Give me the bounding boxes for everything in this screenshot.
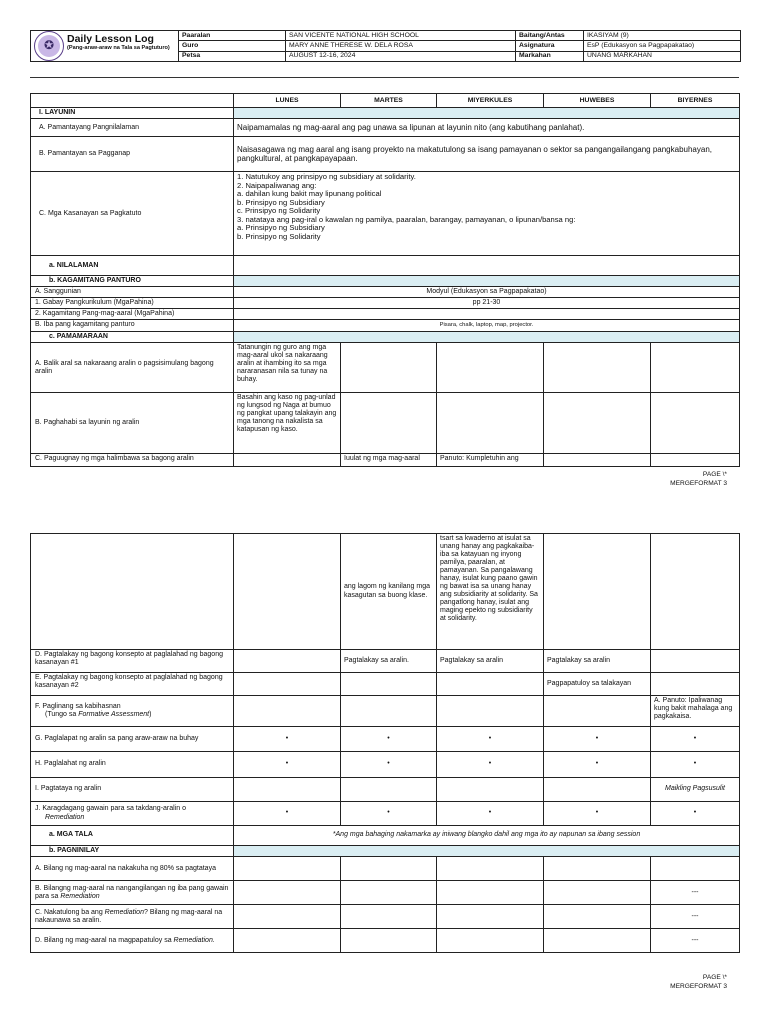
- dash-cell: ---: [651, 929, 740, 953]
- cell-miyerkules: [437, 905, 544, 929]
- row-label: [31, 802, 234, 826]
- bullet-cell: •: [544, 752, 651, 778]
- cell-miyerkules: [437, 857, 544, 881]
- row-label: A. Bilang ng mag-aaral na nakakuha ng 80% sa pagtataya: [31, 857, 234, 881]
- cell-miyerkules: tsart sa kwaderno at isulat sa unang hanay ang pagkakaiba-iba sa katayuan ng inyong pamilya, paaralan, at pamayanan. Sa pangalawang hanay, isulat kung paano gawin ng bawat isa sa unang hanay ang subsidiarity at solidarity. Sa pangatlong hanay, isulat ang maging epekto ng subsidiarity at solidarity.: [437, 534, 544, 650]
- kasanayan-line: a. dahilan kung bakit may lipunang political: [237, 189, 382, 199]
- kasanayan-list: [234, 172, 740, 256]
- section-band: [234, 332, 740, 343]
- cell-biyernes: [651, 343, 740, 393]
- field-value-asignatura: EsP (Edukasyon sa Pagpapakatao): [584, 41, 741, 51]
- page-field-line: PAGE \*: [702, 471, 727, 478]
- nilalaman-value: [234, 256, 740, 276]
- cell-biyernes: [651, 393, 740, 454]
- seal-icon: ✪: [34, 31, 64, 61]
- cell-biyernes: [651, 857, 740, 881]
- field-label-markahan: Markahan: [516, 51, 584, 61]
- cell-lunes: [234, 454, 341, 467]
- cell-lunes: Tatanungin ng guro ang mga mag-aaral ukol sa nakaraang aralin at ihambing ito sa mga nararanasan nila sa tunay na buhay.: [234, 343, 341, 393]
- label-italic: Remediation: [104, 908, 144, 916]
- label-text: ): [149, 711, 152, 718]
- iba-value: Pisara, chalk, laptop, map, projector.: [234, 320, 740, 332]
- cell-lunes: [234, 696, 341, 727]
- day-header: MIYERKULES: [437, 94, 544, 108]
- label-text: D. Bilang ng mag-aaral na magpapatuloy sa: [35, 936, 172, 944]
- bullet-cell: •: [544, 727, 651, 752]
- cell-martes: [341, 696, 437, 727]
- label-text: C. Nakatulong ba ang: [35, 908, 103, 916]
- cell-miyerkules: [437, 673, 544, 696]
- section-kagamitan: b. KAGAMITANG PANTURO: [31, 276, 234, 287]
- cell-miyerkules: [437, 696, 544, 727]
- row-label: D. Pagtalakay ng bagong konsepto at paglalahad ng bagong kasanayan #1: [31, 650, 234, 673]
- cell-miyerkules: [437, 881, 544, 905]
- row-label: A. Balik aral sa nakaraang aralin o pagsisimulang bagong aralin: [31, 343, 234, 393]
- bullet-cell: •: [234, 727, 341, 752]
- row-label: 2. Kagamitang Pang-mag-aaral (MgaPahina): [31, 309, 234, 320]
- cell-biyernes: A. Panuto: Ipaliwanag kung bakit mahalaga ang pagkakaisa.: [651, 696, 740, 727]
- cell-biyernes: Maikling Pagsusulit: [651, 778, 740, 802]
- cell-martes: [341, 905, 437, 929]
- cell-huwebes: [544, 929, 651, 953]
- kagamitan-value: [234, 309, 740, 320]
- kasanayan-line: a. Prinsipyo ng Subsidiary: [237, 223, 325, 233]
- cell-lunes: [234, 650, 341, 673]
- row-label: 1. Gabay Pangkurikulum (MgaPahina): [31, 298, 234, 309]
- cell-miyerkules: [437, 929, 544, 953]
- section-pagninilay: b. PAGNINILAY: [31, 846, 234, 857]
- cell-huwebes: [544, 393, 651, 454]
- bullet-cell: •: [651, 752, 740, 778]
- cell-biyernes: [651, 534, 740, 650]
- cell-lunes: [234, 881, 341, 905]
- section-layunin: I. LAYUNIN: [31, 108, 234, 119]
- cell-biyernes: [651, 673, 740, 696]
- cell-lunes: [234, 929, 341, 953]
- cell-martes: Pagtalakay sa aralin.: [341, 650, 437, 673]
- section-band: [234, 108, 740, 119]
- field-value-markahan: UNANG MARKAHAN: [584, 51, 741, 61]
- row-label: [31, 696, 234, 727]
- cell-martes: [341, 881, 437, 905]
- lesson-table-page2: [30, 533, 740, 953]
- cell-lunes: [234, 534, 341, 650]
- field-value-paaralan: SAN VICENTE NATIONAL HIGH SCHOOL: [286, 31, 516, 41]
- bullet-cell: •: [651, 727, 740, 752]
- row-label-line: Remediation: [45, 813, 85, 821]
- bullet-cell: •: [341, 727, 437, 752]
- row-label: [31, 905, 234, 929]
- kasanayan-line: b. Prinsipyo ng Solidarity: [237, 231, 321, 241]
- row-label: B. Paghahabi sa layunin ng aralin: [31, 393, 234, 454]
- bullet-cell: •: [341, 802, 437, 826]
- dash-cell: ---: [651, 905, 740, 929]
- section-mga-tala: a. MGA TALA: [31, 826, 234, 846]
- row-label: A. Sanggunian: [31, 287, 234, 298]
- day-header: HUWEBES: [544, 94, 651, 108]
- bullet-cell: •: [341, 752, 437, 778]
- cell-martes: Iuulat ng mga mag-aaral: [341, 454, 437, 467]
- cell-lunes: Basahin ang kaso ng pag-unlad ng lungsod ng Naga at bumuo ng pangkat upang talakayin ang mga tanong na nakalista sa katapusan ng kaso.: [234, 393, 341, 454]
- cell-huwebes: [544, 534, 651, 650]
- row-label: B. Iba pang kagamitang panturo: [31, 320, 234, 332]
- cell-biyernes: [651, 454, 740, 467]
- sanggunian-value: Modyul (Edukasyon sa Pagpapakatao): [234, 287, 740, 298]
- header-table: [30, 30, 741, 62]
- cell-miyerkules: Pagtalakay sa aralin: [437, 650, 544, 673]
- label-italic: Remediation: [60, 892, 100, 900]
- cell-miyerkules: Panuto: Kumpletuhin ang: [437, 454, 544, 467]
- cell-martes: [341, 393, 437, 454]
- field-label-paaralan: Paaralan: [179, 31, 286, 41]
- corner-cell: [31, 94, 234, 108]
- label-text: B. Bilangng mag-aaral na nangangilangan ng iba pang gawain para sa: [35, 884, 229, 900]
- field-label-baitang: Baitang/Antas: [516, 31, 584, 41]
- doc-subtitle: (Pang-araw-araw na Tala sa Pagtuturo): [67, 45, 170, 52]
- row-label: E. Pagtalakay ng bagong konsepto at paglalahad ng bagong kasanayan #2: [31, 673, 234, 696]
- row-label: B. Pamantayan sa Pagganap: [31, 137, 234, 172]
- cell-lunes: [234, 905, 341, 929]
- cell-lunes: [234, 673, 341, 696]
- kasanayan-line: 2. Naipapaliwanag ang:: [237, 180, 317, 190]
- row-label: [31, 929, 234, 953]
- day-header: BIYERNES: [651, 94, 740, 108]
- cell-miyerkules: [437, 778, 544, 802]
- kasanayan-line: 3. natataya ang pag-iral o kawalan ng pamilya, paaralan, barangay, pamayanan, o lipunan/bansa ng:: [237, 214, 576, 224]
- label-italic: Formative Assessment: [78, 711, 150, 718]
- divider: [30, 77, 739, 78]
- pamantayang-pangnilalaman-value: Naipamamalas ng mag-aaral ang pag unawa sa lipunan at layunin nito (ang kabutihang panlahat).: [234, 119, 740, 137]
- row-label: C. Mga Kasanayan sa Pagkatuto: [31, 172, 234, 256]
- row-label-line: J. Karagdagang gawain para sa takdang-aralin o: [35, 805, 186, 813]
- pamantayan-sa-pagganap-value: Naisasagawa ng mag aaral ang isang proyekto na makatutulong sa isang pamayanan o sektor sa pangangailangang pangkabuhayan, pangkultural, at pangkapayapaan.: [234, 137, 740, 172]
- cell-huwebes: [544, 857, 651, 881]
- field-label-petsa: Petsa: [179, 51, 286, 61]
- label-italic: Remediation.: [173, 936, 215, 944]
- row-label: H. Paglalahat ng aralin: [31, 752, 234, 778]
- section-nilalaman: a. NILALAMAN: [31, 256, 234, 276]
- cell-martes: [341, 929, 437, 953]
- header-title-cell: [31, 31, 179, 62]
- cell-miyerkules: [437, 343, 544, 393]
- cell-lunes: [234, 857, 341, 881]
- cell-huwebes: Pagpapatuloy sa talakayan: [544, 673, 651, 696]
- section-pamamaraan: c. PAMAMARAAN: [31, 332, 234, 343]
- kasanayan-line: c. Prinsipyo ng Solidarity: [237, 206, 321, 216]
- cell-huwebes: [544, 343, 651, 393]
- cell-martes: [341, 857, 437, 881]
- field-value-petsa: AUGUST 12-16, 2024: [286, 51, 516, 61]
- row-label: [31, 534, 234, 650]
- section-band: [234, 276, 740, 287]
- page-field-line: MERGEFORMAT 3: [670, 480, 727, 488]
- bullet-cell: •: [651, 802, 740, 826]
- section-band: [234, 846, 740, 857]
- bullet-cell: •: [544, 802, 651, 826]
- page-field-code: [600, 470, 727, 488]
- gabay-value: pp 21-30: [234, 298, 740, 309]
- page-field-line: PAGE \*: [702, 974, 727, 981]
- bullet-cell: •: [234, 802, 341, 826]
- bullet-cell: •: [234, 752, 341, 778]
- cell-martes: [341, 778, 437, 802]
- page-field-line: MERGEFORMAT 3: [670, 983, 727, 991]
- mga-tala-note: *Ang mga bahaging nakamarka ay iniwang blangko dahil ang mga ito ay napunan sa ibang session: [234, 826, 740, 846]
- field-label-guro: Guro: [179, 41, 286, 51]
- row-label: [31, 881, 234, 905]
- cell-biyernes: [651, 650, 740, 673]
- field-label-asignatura: Asignatura: [516, 41, 584, 51]
- row-label: A. Pamantayang Pangnilalaman: [31, 119, 234, 137]
- dash-cell: ---: [651, 881, 740, 905]
- cell-huwebes: [544, 696, 651, 727]
- cell-huwebes: [544, 778, 651, 802]
- cell-huwebes: [544, 905, 651, 929]
- cell-martes: ang lagom ng kanilang mga kasagutan sa buong klase.: [341, 534, 437, 650]
- label-text: ? Bilang ng mag-aaral na nakaunawa sa aralin.: [35, 908, 223, 924]
- cell-huwebes: Pagtalakay sa aralin: [544, 650, 651, 673]
- cell-martes: [341, 343, 437, 393]
- bullet-cell: •: [437, 752, 544, 778]
- row-label-line: F. Paglinang sa kabihasnan: [35, 702, 121, 710]
- label-text: (Tungo sa: [45, 711, 79, 718]
- day-header: LUNES: [234, 94, 341, 108]
- bullet-cell: •: [437, 802, 544, 826]
- row-label: I. Pagtataya ng aralin: [31, 778, 234, 802]
- cell-huwebes: [544, 881, 651, 905]
- bullet-cell: •: [437, 727, 544, 752]
- field-value-baitang: IKASIYAM (9): [584, 31, 741, 41]
- doc-title: Daily Lesson Log: [67, 33, 154, 45]
- kasanayan-line: b. Prinsipyo ng Subsidiary: [237, 197, 325, 207]
- page-field-code: [600, 973, 727, 991]
- cell-miyerkules: [437, 393, 544, 454]
- row-label-line: [35, 711, 230, 719]
- day-header: MARTES: [341, 94, 437, 108]
- cell-huwebes: [544, 454, 651, 467]
- row-label: G. Paglalapat ng aralin sa pang araw-araw na buhay: [31, 727, 234, 752]
- row-label: C. Paguugnay ng mga halimbawa sa bagong aralin: [31, 454, 234, 467]
- lesson-table-page1: [30, 93, 740, 467]
- kasanayan-line: 1. Natutukoy ang prinsipyo ng subsidiary at solidarity.: [237, 172, 416, 182]
- cell-martes: [341, 673, 437, 696]
- cell-lunes: [234, 778, 341, 802]
- field-value-guro: MARY ANNE THERESE W. DELA ROSA: [286, 41, 516, 51]
